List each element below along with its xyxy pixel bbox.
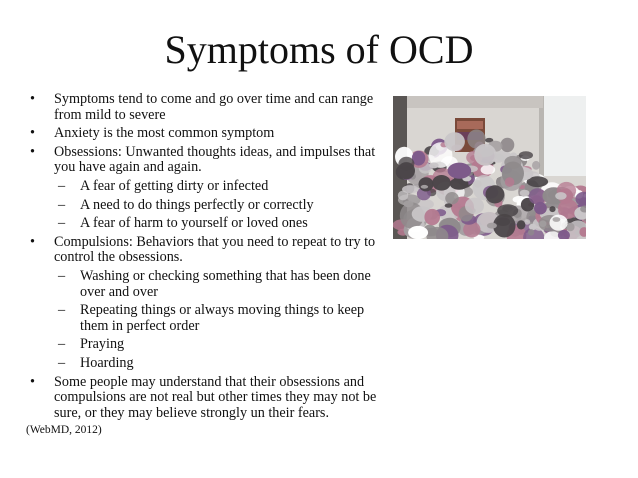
clutter-item: [448, 163, 472, 179]
clutter-item: [529, 210, 536, 217]
sub-bullet-text: Hoarding: [80, 354, 134, 371]
bullet-glyph: •: [30, 125, 35, 142]
clutter-item: [421, 185, 428, 189]
hoarding-room-photo: [393, 96, 586, 239]
clutter-item: [444, 132, 465, 151]
photo-window-frame: [539, 96, 544, 186]
sub-bullet-text: A fear of getting dirty or infected: [80, 177, 269, 194]
photo-shelf-books: [457, 121, 483, 129]
sub-bullet-text: A need to do things perfectly or correctly: [80, 196, 314, 213]
clutter-item: [549, 206, 555, 212]
sub-bullet-text: Washing or checking something that has been done over and over: [80, 267, 371, 300]
slide-title: Symptoms of OCD: [164, 27, 474, 72]
bullet-text: Compulsions: Behaviors that you need to repeat to try to control the obsessions.: [54, 233, 376, 266]
bullet-glyph: •: [30, 233, 35, 250]
sub-bullet-item: [54, 337, 394, 353]
clutter-item: [501, 138, 515, 152]
bullet-item-obsessions: [28, 145, 394, 232]
clutter-item: [432, 175, 451, 191]
sub-bullet-text: Repeating things or always moving things to keep them in perfect order: [80, 302, 365, 334]
bullet-text: Some people may understand that their obsessions and compulsions are not real but other times they may not be sure, or they may believe strongly un their fears.: [54, 373, 377, 421]
clutter-item: [474, 144, 496, 166]
clutter-item: [487, 223, 497, 229]
clutter-item: [550, 215, 568, 231]
clutter-item: [419, 177, 434, 191]
sub-bullet-text: A fear of harm to yourself or loved ones: [80, 215, 308, 232]
clutter-item: [445, 192, 459, 204]
bullet-text: Obsessions: Unwanted thoughts ideas, and impulses that you have again and again.: [54, 143, 376, 176]
clutter-item: [520, 190, 530, 197]
sub-bullet-text: Praying: [80, 336, 125, 353]
clutter-item: [497, 204, 518, 217]
clutter-item: [505, 177, 515, 186]
clutter-item: [445, 203, 453, 207]
slide-content: [28, 92, 394, 436]
sub-bullet-list-compulsions: [54, 269, 394, 372]
dash-glyph: –: [58, 302, 66, 319]
sub-bullet-item: [54, 216, 394, 232]
bullet-text: Symptoms tend to come and go over time and can range from mild to severe: [54, 91, 374, 123]
dash-glyph: –: [58, 196, 66, 213]
bullet-item-compulsions: [28, 235, 394, 372]
bullet-glyph: •: [30, 91, 35, 107]
dash-glyph: –: [58, 336, 66, 353]
dash-glyph: –: [58, 354, 66, 371]
clutter-item: [528, 229, 534, 236]
clutter-item: [465, 198, 484, 215]
bullet-glyph: •: [30, 373, 35, 390]
sub-bullet-list-obsessions: [54, 179, 394, 232]
clutter-item: [519, 151, 533, 159]
sub-bullet-item: [54, 303, 394, 334]
clutter-item: [504, 156, 521, 169]
photo-window: [543, 96, 586, 176]
dash-glyph: –: [58, 215, 66, 232]
sub-bullet-item: [54, 269, 394, 300]
dash-glyph: –: [58, 267, 66, 284]
sub-bullet-item: [54, 198, 394, 214]
bullet-text: Anxiety is the most common symptom: [54, 125, 275, 142]
clutter-item: [398, 191, 408, 201]
dash-glyph: –: [58, 177, 66, 194]
bullet-item-symptoms-range: [28, 92, 394, 123]
clutter-item: [474, 180, 482, 188]
clutter-item: [486, 185, 505, 203]
sub-bullet-item: [54, 356, 394, 372]
clutter-item: [534, 202, 547, 215]
clutter-item: [555, 192, 566, 200]
clutter-item: [481, 165, 496, 175]
bullet-glyph: •: [30, 143, 35, 160]
clutter-item: [429, 162, 439, 168]
clutter-item: [424, 209, 440, 225]
clutter-item: [398, 162, 415, 179]
clutter-item: [403, 201, 413, 208]
clutter-item: [408, 226, 428, 239]
sub-bullet-item: [54, 179, 394, 195]
clutter-item: [532, 161, 540, 170]
bullet-list: [28, 92, 394, 421]
bullet-item-understanding: [28, 375, 394, 422]
bullet-item-anxiety: [28, 126, 394, 142]
citation: (WebMD, 2012): [26, 424, 102, 437]
clutter-item: [553, 217, 561, 222]
clutter-item: [517, 220, 526, 229]
photo-ceiling: [393, 96, 543, 108]
hoarding-room-illustration: [393, 96, 586, 239]
